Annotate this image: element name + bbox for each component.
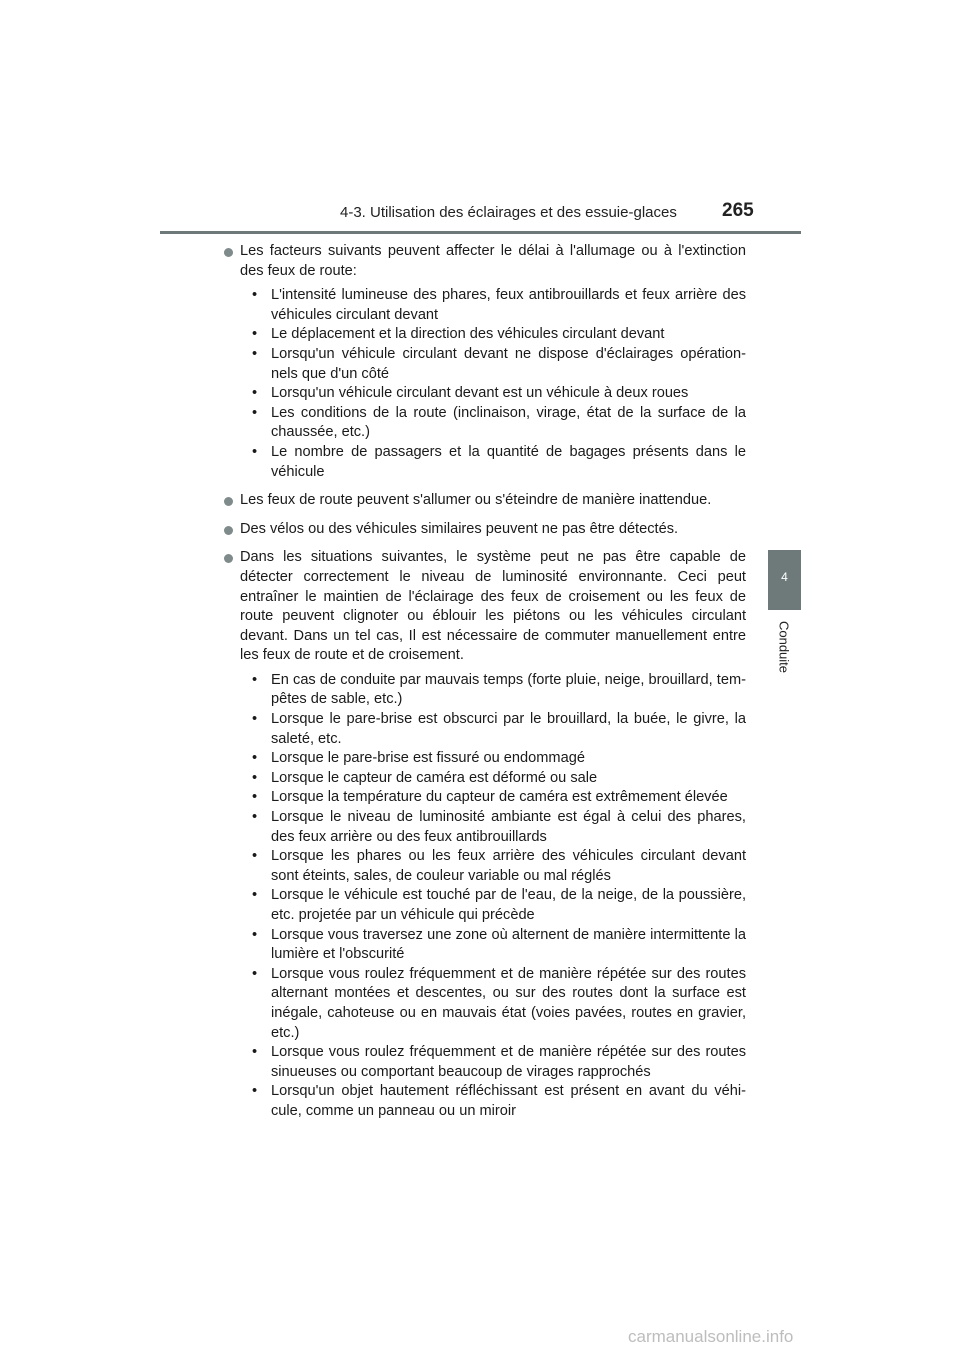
sub-list-item: • Lorsque le niveau de luminosité ambiante est égal à celui des phares, des feux arrière ou des feux antibrouillards: [240, 808, 746, 847]
sub-list-item: • Lorsque vous traversez une zone où alternent de manière intermittente la lumière et l'obscurité: [240, 926, 746, 965]
bullet-dot-icon: [224, 248, 233, 257]
note-item: [222, 242, 746, 482]
sub-list-item: • Lorsque le pare-brise est obscurci par le brouillard, la buée, le givre, la saleté, etc.: [240, 710, 746, 749]
sub-list-item: • Le nombre de passagers et la quantité de bagages présents dans le véhicule: [240, 443, 746, 482]
sub-list-item: • Lorsqu'un objet hautement réfléchissant est présent en avant du véhi-cule, comme un panneau ou un miroir: [240, 1082, 746, 1121]
note-item: [222, 548, 746, 1121]
bullet-dot-icon: [224, 554, 233, 563]
sub-list: [240, 671, 746, 1122]
sub-list-item: • Lorsque le capteur de caméra est déformé ou sale: [240, 769, 746, 789]
sub-list-item: • Le déplacement et la direction des véhicules circulant devant: [240, 325, 746, 345]
sub-list-item: • Lorsque la température du capteur de caméra est extrêmement élevée: [240, 788, 746, 808]
bullet-dot-icon: [224, 526, 233, 535]
note-item: [222, 520, 746, 540]
sub-list-item: • Lorsque les phares ou les feux arrière des véhicules circulant devant sont éteints, sales, de couleur variable ou mal réglés: [240, 847, 746, 886]
sub-list-item: • Lorsque le pare-brise est fissuré ou endommagé: [240, 749, 746, 769]
note-text: Les facteurs suivants peuvent affecter le délai à l'allumage ou à l'extinction des feux de route:: [240, 243, 746, 279]
note-text: Dans les situations suivantes, le système peut ne pas être capable de détecter correctement le niveau de luminosité environnante. Ceci peut entraîner le maintien de l'éclairage des feux de croisement ou les feux de route peuvent clignoter ou éblouir les piétons ou les véhicules circulant devant. Dans un tel cas, Il est nécessaire de commuter manuellement entre les feux de route et de croisement.: [240, 549, 746, 664]
chapter-tab-number: 4: [781, 570, 788, 584]
page-number: 265: [722, 200, 754, 221]
sub-list: [240, 286, 746, 482]
sub-list-item: • Lorsque vous roulez fréquemment et de manière répétée sur des routes alternant montées et descentes, ou sur des routes dont la surface est inégale, cahoteuse ou en mauvais état (voies pavées, routes en gravier, etc.): [240, 965, 746, 1043]
note-text: Des vélos ou des véhicules similaires peuvent ne pas être détectés.: [240, 520, 679, 537]
sub-list-item: • Les conditions de la route (inclinaison, virage, état de la surface de la chaussée, etc.): [240, 404, 746, 443]
sub-list-item: • En cas de conduite par mauvais temps (forte pluie, neige, brouillard, tem-pêtes de sable, etc.): [240, 671, 746, 710]
page-content: [222, 242, 746, 1131]
bullet-dot-icon: [224, 497, 233, 506]
sub-list-item: • Lorsqu'un véhicule circulant devant est un véhicule à deux roues: [240, 384, 746, 404]
header-section-title: 4-3. Utilisation des éclairages et des essuie-glaces: [340, 204, 677, 221]
note-item: [222, 491, 746, 511]
note-text: Les feux de route peuvent s'allumer ou s'éteindre de manière inattendue.: [240, 492, 712, 509]
header-rule: [160, 231, 801, 234]
sub-list-item: • L'intensité lumineuse des phares, feux antibrouillards et feux arrière des véhicules circulant devant: [240, 286, 746, 325]
watermark-text: carmanualsonline.info: [628, 1327, 794, 1346]
sub-list-item: • Lorsqu'un véhicule circulant devant ne dispose d'éclairages opération-nels que d'un côté: [240, 345, 746, 384]
chapter-tab-label: Conduite: [776, 620, 792, 674]
sub-list-item: • Lorsque le véhicule est touché par de l'eau, de la neige, de la poussière, etc. projetée par un véhicule qui précède: [240, 886, 746, 925]
sub-list-item: • Lorsque vous roulez fréquemment et de manière répétée sur des routes sinueuses ou comportant beaucoup de virages rapprochés: [240, 1043, 746, 1082]
